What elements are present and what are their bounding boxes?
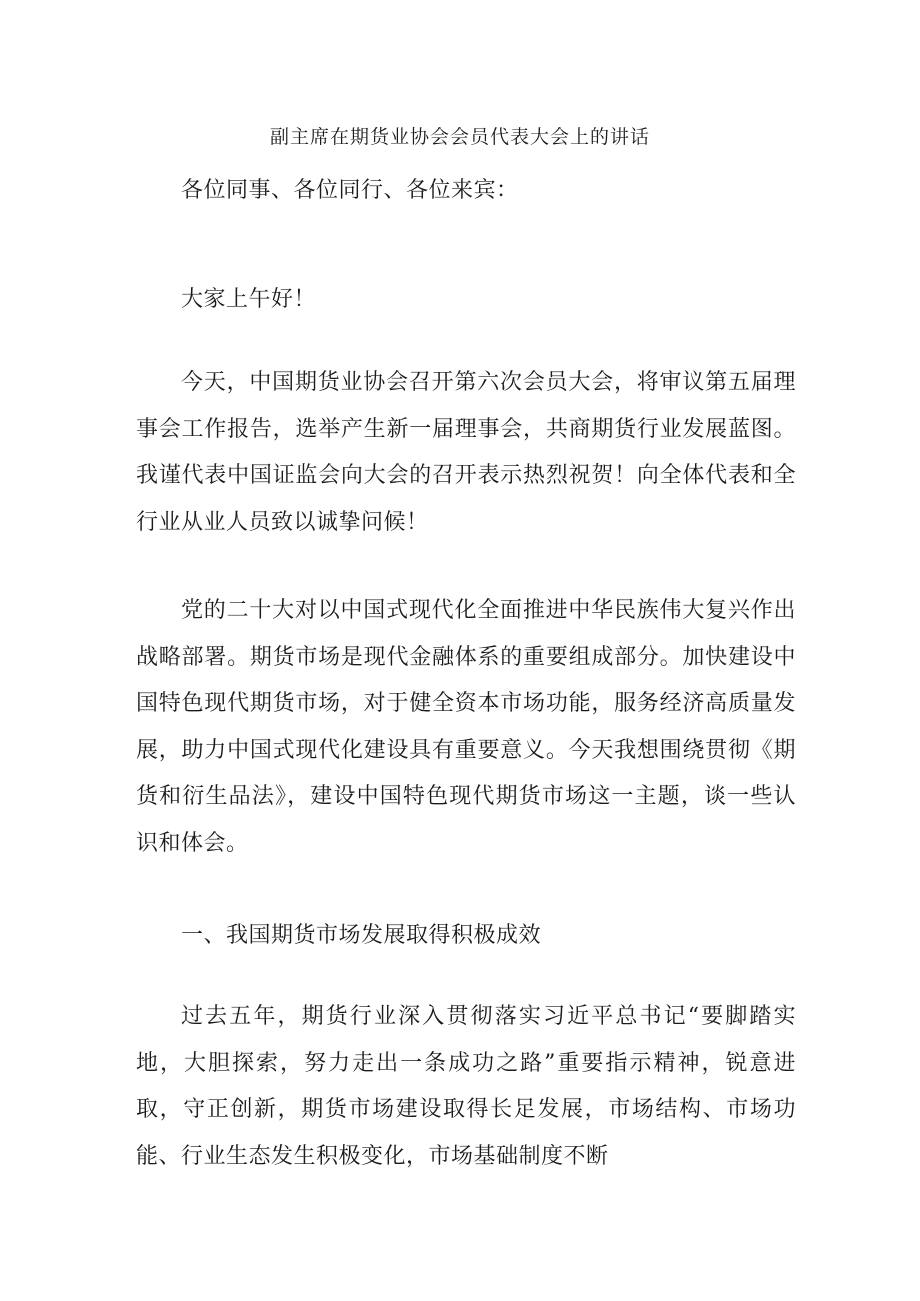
paragraph-theme: 党的二十大对以中国式现代化全面推进中华民族伟大复兴作出战略部署。期货市场是现代金融体系的重要组成部分。加快建设中国特色现代期货市场，对于健全资本市场功能，服务经济高质量发展，助力中国式现代化建设具有重要意义。今天我想围绕贯彻《期货和衍生品法》，建设中国特色现代期货市场这一主题，谈一些认识和体会。 (136, 598, 796, 856)
salutation: 各位同事、各位同行、各位来宾： (181, 178, 519, 203)
section-heading: 一、我国期货市场发展取得积极成效 (181, 923, 542, 948)
section-paragraph: 过去五年，期货行业深入贯彻落实习近平总书记“要脚踏实地，大胆探索，努力走出一条成功之路”重要指示精神，锐意进取，守正创新，期货市场建设取得长足发展，市场结构、市场功能、行业生态发生积极变化，市场基础制度不断 (136, 1004, 796, 1169)
document-title: 副主席在期货业协会会员代表大会上的讲话 (269, 126, 650, 148)
paragraph-opening: 今天，中国期货业协会召开第六次会员大会，将审议第五届理事会工作报告，选举产生新一届理事会，共商期货行业发展蓝图。我谨代表中国证监会向大会的召开表示热烈祝贺！向全体代表和全行业从业人员致以诚挚问候！ (136, 370, 796, 535)
greeting: 大家上午好！ (181, 287, 317, 312)
